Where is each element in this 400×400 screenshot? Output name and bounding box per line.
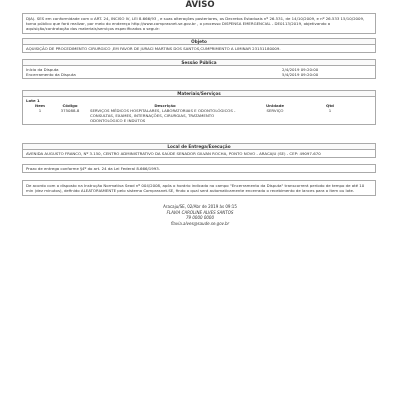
- cell-descricao: SERVIÇOS MÉDICOS HOSPITALARES, LABORATORIAIS E ODONTOLÓGICOS - CONSULTAS, EXAMES, INTERNAÇÕES, CIRURGIAS, TRATAMENTO ODONTOLÓGICO E INDÚTOS: [90, 108, 236, 123]
- materiais-body: [22, 96, 376, 125]
- objeto-heading: Objeto: [22, 38, 376, 45]
- local-prazo: Prazo de entrega conforme §4º do art. 24 da Lei Federal 8.666/1993.: [26, 166, 160, 171]
- cell-codigo: 375088-8: [60, 108, 80, 113]
- col-codigo-header: Código: [62, 103, 78, 108]
- signature-place-date: Aracaju/SE, 02/Abr de 2019 às 09:15: [163, 204, 237, 209]
- col-unidade-header: Unidade: [265, 103, 285, 108]
- signature-block: [0, 204, 400, 226]
- local-prazo-box: [22, 164, 376, 173]
- sessao-value: 2/4/2019 09:20:00: [282, 67, 319, 72]
- signature-phone: 79 0000 0000: [186, 215, 214, 220]
- page-title: AVISO: [185, 0, 215, 10]
- sessao-body: [22, 65, 376, 79]
- sessao-label: Encerramento da Disputa: [26, 72, 76, 77]
- local-body: [22, 149, 376, 158]
- materiais-heading: Materiais/Serviços: [22, 90, 376, 97]
- cell-qtd: 1: [328, 108, 332, 113]
- col-qtd-header: Qtd: [326, 103, 334, 108]
- cell-unidade: SERVIÇO: [266, 108, 284, 113]
- intro-text: DJA). SES em conformidade com o ART. 24, INCISO IV, LEI 8.666/93 , e suas alterações posteriores, os Decretos Estaduais nº 26.531, de 14/10/2009, e nº 26.533 15/10/2009, torna público que fará realizar, por meio do endereço http://www.comprasnet.se.gov.br , o processo DISPENSA EMERGENCIAL - DE0113/2019, objetivando a aquisição/contratação dos materiais/serviços especificados a seguir:: [22, 13, 376, 34]
- signature-name: FLAVIA CAROLINE ALVES SANTOS: [166, 209, 234, 215]
- local-heading: Local de Entrega/Execução: [22, 143, 376, 150]
- disputa-text: De acordo com o disposto na Instrução Normativa Sead nº 004/2008, após o horário indicado no campo "Encerramento da Disputa" transcorrerá período de tempo de até 10 min (dez minutos), definido ALEATORIAMENTE pelo sistema Comprasnet.SE, findo o qual será automaticamente encerrado o recebimento de lances para o item ou lote.: [22, 180, 376, 196]
- signature-email: flavia.alves@saude.se.gov.br: [170, 220, 230, 226]
- local-address: AVENIDA AUGUSTO FRANCO, Nº 3.150, CENTRO ADMINISTRATIVO DA SAÚDE SENADOR GILVAN ROCHA, PONTO NOVO - ARACAJU (SE) - CEP: 49097-670: [26, 151, 321, 156]
- sessao-row: [26, 72, 372, 77]
- table-row: [26, 108, 372, 123]
- col-item-header: Item: [34, 103, 45, 108]
- col-descricao-header: Descrição: [154, 103, 176, 108]
- sessao-heading: Sessão Pública: [22, 59, 376, 66]
- sessao-value: 5/4/2019 09:20:00: [282, 72, 319, 77]
- cell-item: 1: [38, 108, 42, 113]
- sessao-label: Início da Disputa: [26, 67, 59, 72]
- objeto-text: AQUISIÇÃO DE PROCEDIMENTO CIRURGICO ,EM FAVOR DE JURACI MARTINS DOS SANTOS,CUMPRIMENTO A LIMINAR 23151180009.: [22, 44, 376, 53]
- lote-label: Lote 1: [26, 98, 40, 103]
